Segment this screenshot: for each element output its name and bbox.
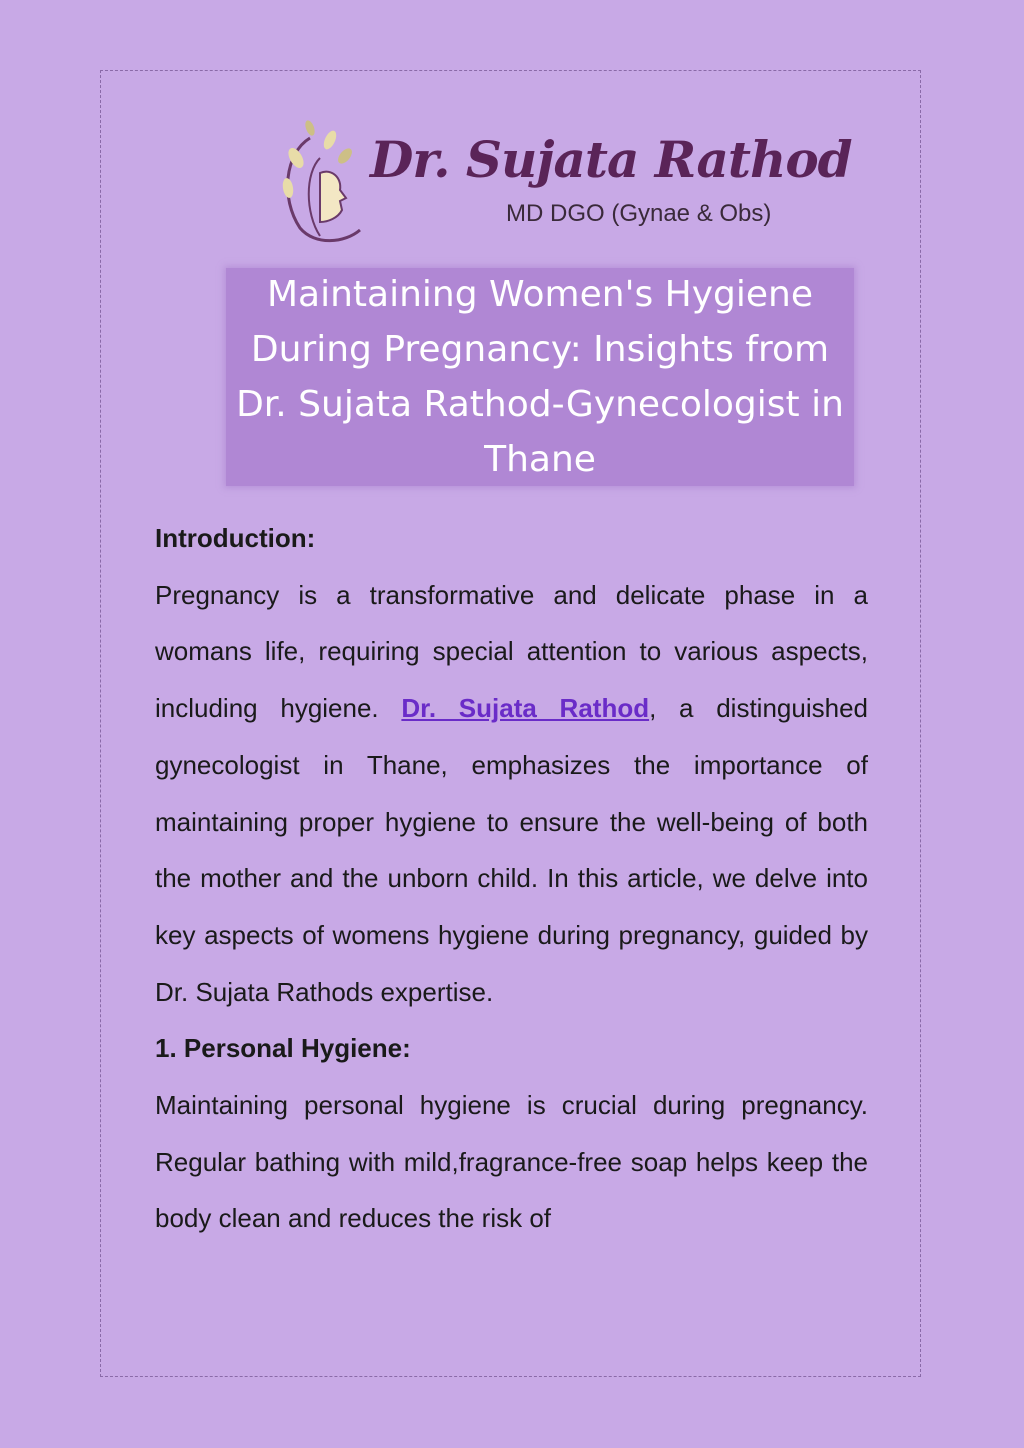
intro-paragraph	[155, 567, 868, 1021]
section1-heading: 1. Personal Hygiene:	[155, 1033, 411, 1064]
intro-text-end: , a distinguished gynecologist in Thane, emphasizes the importance of maintaining proper hygiene to ensure the well-being of both the mother and the unborn child. In this article, we delve into key aspects of womens hygiene during pregnancy, guided by Dr. Sujata Rathods expertise.	[155, 693, 868, 1007]
doctor-link[interactable]: Dr. Sujata Rathod	[401, 693, 650, 724]
title-banner	[226, 268, 854, 486]
intro-text-start: Pregnancy is a transformative and delicate phase in a womans life, requiring special attention to various aspects, including hygiene.	[155, 579, 868, 724]
section1-paragraph: Maintaining personal hygiene is crucial during pregnancy. Regular bathing with mild,fragrance-free soap helps keep the body clean and reduces the risk of	[155, 1090, 868, 1234]
logo	[270, 118, 852, 248]
intro-heading: Introduction:	[155, 523, 316, 553]
logo-credentials: MD DGO (Gynae & Obs)	[506, 200, 772, 227]
logo-name: Dr. Sujata Rathod	[370, 130, 852, 189]
article-body	[155, 510, 868, 1247]
page-title: Maintaining Women's Hygiene During Pregnancy: Insights from Dr. Sujata Rathod-Gynecologist in Thane	[236, 274, 844, 480]
woman-face-leaves-icon	[270, 118, 380, 248]
